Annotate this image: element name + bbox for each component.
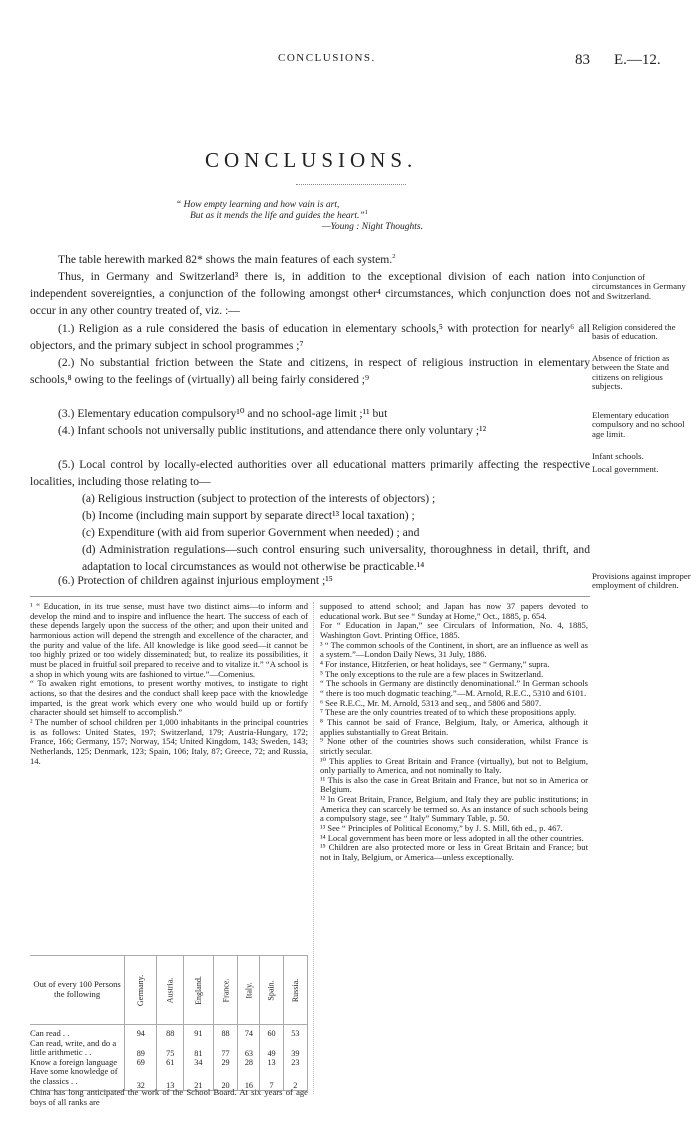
footnote-2: ² The number of school children per 1,000 inhabitants in the principal countries is as follows: United States, 197; Switzerland, 179; Austria-Hungary, 172; France, 166; Germany, 157; Norway, 154; United Kingdom, 143; Sweden, 143; Netherlands, 125; Denmark, 123; Spain, 106; Italy, 87; Greece, 72; and Russia, 14.: [30, 716, 308, 766]
col-austria: Austria.: [157, 956, 184, 1025]
paragraph-thus: Thus, in Germany and Switzerland³ there is, in addition to the exceptional division of each nation into independent sovereignties, a conjunction of the following amongst other⁴ circumstances, which conjunction does not occur in any other country treated of, viz. :—: [30, 270, 590, 317]
footnote-1-continued: “ To awaken right emotions, to present worthy motives, to instigate to right actions, so that the desires and the conduct shall keep pace with the knowledge imparted, is the great work which every one who would build up or fortify character should set himself to accomplish.”: [30, 678, 308, 718]
condition-5: (5.) Local control by locally-elected authorities over all educational matters primarily affecting the respective localities, including those relating to—: [30, 458, 590, 488]
margin-note-local: Local government.: [592, 464, 659, 474]
footnote-8: ⁸ This cannot be said of France, Belgium, Italy, or America, although it applies substantially to Great Britain.: [320, 716, 588, 737]
footnote-15: ¹⁵ Children are also protected more or less in Great Britain and France; but not in Italy, Belgium, or America—unless exceptionally.: [320, 842, 588, 863]
condition-3: (3.) Elementary education compulsory¹⁰ and no school-age limit ;¹¹ but: [58, 407, 388, 420]
page-title: CONCLUSIONS.: [205, 148, 418, 172]
epigraph-attribution: —Young : Night Thoughts.: [322, 222, 424, 232]
epigraph-line-1: “ How empty learning and how vain is art,: [176, 200, 340, 210]
footnote-10: ¹⁰ This applies to Great Britain and France (virtually), but not to Belgium, only partially to America, and not nominally to Italy.: [320, 755, 588, 776]
footnote-12: ¹² In Great Britain, France, Belgium, and Italy they are public institutions; in America they can scarcely be termed so. As an instance of such schools being a compulsory stage, see “ Italy” Summary Table, p. 50.: [320, 794, 588, 824]
footnote-13: ¹³ See “ Principles of Political Economy,” by J. S. Mill, 6th ed., p. 467.: [320, 823, 563, 834]
footnote-11: ¹¹ This is also the case in Great Britain and France, but not so in America or Belgium.: [320, 774, 588, 795]
table-row: Can read, write, and do a little arithmetic . . 89 75 81 77 63 49 39: [30, 1039, 308, 1058]
page-number: 83: [575, 52, 590, 68]
footnote-5: ⁵ The only exceptions to the rule are a few places in Switzerland.: [320, 668, 544, 679]
section-code: E.—12.: [614, 52, 661, 68]
sub-condition-b: (b) Income (including main support by separate direct¹³ local taxation) ;: [82, 509, 415, 522]
col-france: France.: [213, 956, 238, 1025]
column-divider: [313, 602, 314, 1094]
margin-note-conjunction: Conjunction of circumstances in Germany and Switzerland.: [592, 272, 686, 301]
footnote-1: ¹ “ Education, in its true sense, must have two distinct aims—to inform and develop the mind and to inspire and influence the heart. The success of each of these depends largely upon the success of the other; and upon their united and harmonious action will depend the strength and excellence of the character, and the purity and value of the life. All knowledge is like good seed—it cannot be too highly prized or too widely disseminated; but, to realize its possibilities, it must be placed in fruitful soil prepared to receive and to vitalize it.” “A school is a shop in which young wits are fashioned to virtue.”—Comenius.: [30, 601, 308, 679]
footnote-continued: supposed to attend school; and Japan has now 37 papers devoted to educational work. But see “ Sunday at Home,” Oct., 1885, p. 654.: [320, 601, 588, 621]
footnote-divider: [30, 596, 590, 597]
col-spain: Spain.: [260, 956, 283, 1025]
col-italy: Italy.: [238, 956, 260, 1025]
stats-table: [30, 955, 308, 1091]
china-note: China has long anticipated the work of the School Board. At six years of age boys of all ranks are: [30, 1087, 308, 1107]
epigraph-line-2: But as it mends the life and guides the heart.”$^1$: [190, 208, 368, 221]
footnotes-left: [30, 602, 308, 766]
footnotes-right: [320, 602, 588, 863]
footnote-14: ¹⁴ Local government has been more or less adopted in all the other countries.: [320, 832, 584, 843]
literacy-table: [30, 955, 308, 1091]
col-russia: Russia.: [283, 956, 307, 1025]
margin-note-provisions: Provisions against improper employment of children.: [592, 571, 691, 591]
footnote-9: ⁹ None other of the countries shows such consideration, whilst France is strictly secular.: [320, 736, 588, 756]
footnote-japan: For “ Education in Japan,” see Circulars of Information, No. 4, 1885, Washington Govt. Printing Office, 1885.: [320, 620, 588, 640]
footnote-7: ⁷ These are the only countries treated of to which these propositions apply.: [320, 707, 576, 718]
condition-6: (6.) Protection of children against injurious employment ;¹⁵: [58, 574, 333, 587]
col-germany: Germany.: [125, 956, 157, 1025]
intro-paragraph: The table herewith marked 82* shows the main features of each system.$^2$: [58, 253, 396, 266]
sub-condition-a: (a) Religious instruction (subject to protection of the interests of objectors) ;: [82, 492, 436, 505]
table-heading: Out of every 100 Persons the following: [30, 956, 125, 1025]
footnote-6: ⁶ See R.E.C., Mr. M. Arnold, 5313 and seq., and 5806 and 5807.: [320, 697, 542, 708]
title-rule: [296, 184, 406, 185]
sub-condition-c: (c) Expenditure (with aid from superior Government when needed) ; and: [82, 526, 420, 539]
margin-note-religion: Religion considered the basis of education.: [592, 322, 676, 342]
margin-note-compulsory: Elementary education compulsory and no school age limit.: [592, 410, 685, 439]
footnote-4: ⁴ For instance, Hitzferien, or heat holidays, see “ Germany,” supra.: [320, 658, 550, 669]
margin-note-friction: Absence of friction as between the State and citizens on religious subjects.: [592, 353, 670, 392]
table-row: Can read . . 94 88 91 88 74 60 53: [30, 1025, 308, 1039]
table-row: Have some knowledge of the classics . . 32 13 21 20 16 7 2: [30, 1067, 308, 1090]
table-row: Know a foreign language 69 61 34 29 28 13 23: [30, 1058, 308, 1068]
margin-note-infant: Infant schools.: [592, 451, 644, 461]
footnote-3: ³ “ The common schools of the Continent, in short, are an influence as well as a system.”—London Daily News, 31 July, 1886.: [320, 639, 588, 660]
condition-4: (4.) Infant schools not universally public institutions, and attendance there only voluntary ;¹²: [58, 424, 487, 437]
sub-condition-d: (d) Administration regulations—such control ensuring such universality, thoroughness in detail, thrift, and adaptation to local circumstances as would not otherwise be practicable.¹⁴: [82, 543, 590, 573]
condition-2: (2.) No substantial friction between the State and citizens, in respect of religious instruction in elementary schools,⁸ owing to the feelings of (virtually) all being fairly considered ;⁹: [30, 356, 590, 386]
footnote-5-continued: “ The schools in Germany are distinctly denominational.” In German schools “ there is too much dogmatic teaching.”—M. Arnold, R.E.C., 5310 and 6101.: [320, 678, 588, 698]
condition-1: (1.) Religion as a rule considered the basis of education in elementary schools,⁵ with protection for nearly⁶ all objectors, and the primary subject in school programmes ;⁷: [30, 322, 590, 352]
col-england: England.: [183, 956, 213, 1025]
running-title: CONCLUSIONS.: [278, 52, 376, 64]
